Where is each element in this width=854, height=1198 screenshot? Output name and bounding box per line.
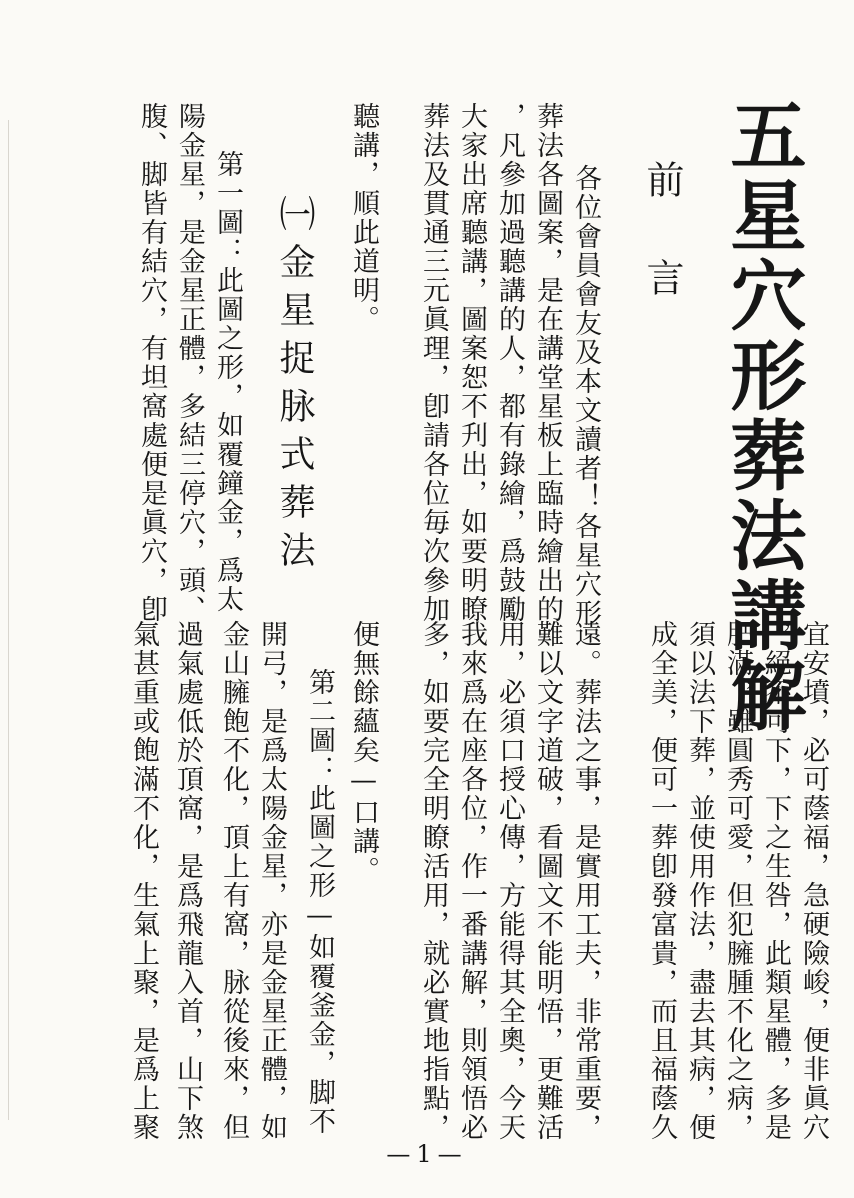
continuation-line: 多，如要完全明瞭活用，就必實地指點， bbox=[418, 620, 449, 1142]
continuation-line: 肥滿，雖圓秀可愛，但犯臃腫不化之病， bbox=[722, 620, 753, 1142]
continuation-line: 用，必須口授心傳，方能得其全奧，今天 bbox=[494, 620, 525, 1142]
figure2-line: 開弓，是爲太陽金星，亦是金星正體，如 bbox=[256, 620, 287, 1142]
section-line: 第一圖：此圖之形，如覆鐘金，爲太 bbox=[212, 150, 243, 614]
figure2-line: 金山臃飽不化，頂上有窩，脉從後來，但 bbox=[218, 620, 249, 1142]
figure2-line: 第二圖：此圖之形—如覆釜金，脚不 bbox=[304, 668, 335, 1136]
preface-line: 各位會員會友及本文讀者！各星穴形 bbox=[570, 164, 601, 628]
continuation-line: 宜安墳，必可蔭福，急硬險峻，便非眞穴 bbox=[798, 620, 829, 1142]
continuation-line: 我來爲在座各位，作一番講解，則領悟必 bbox=[456, 620, 487, 1142]
preface-line: 大家出席聽講，圖案恕不刋出，如要明瞭 bbox=[456, 102, 487, 624]
preface-heading: 前言 bbox=[640, 160, 684, 356]
figure2-line: 氣甚重或飽滿不化，生氣上聚，是爲上聚 bbox=[128, 620, 159, 1142]
continuation-line: 難以文字道破，看圖文不能明悟，更難活 bbox=[532, 620, 563, 1142]
section-heading: ㈠金星捉脉式葬法 bbox=[274, 195, 315, 579]
section-line: 腹、脚皆有結穴，有坦窩處便是眞穴，卽 bbox=[136, 102, 167, 624]
continuation-line: 遠。葬法之事，是實用工夫，非常重要， bbox=[570, 620, 601, 1142]
preface-line: 葬法各圖案，是在講堂星板上臨時繪出的 bbox=[532, 102, 563, 624]
page-number: —1— bbox=[386, 1140, 468, 1168]
main-title: 五星穴形葬法講解 bbox=[718, 96, 807, 736]
scan-edge-line bbox=[8, 120, 9, 1120]
preface-line: ，凡參加過聽講的人，都有錄繪，爲鼓勵 bbox=[494, 102, 525, 624]
figure2-line: 過氣處低於頂窩，是爲飛龍入首，山下煞 bbox=[172, 620, 203, 1142]
preface-line: 葬法及貫通三元眞理，卽請各位毎次參加 bbox=[418, 102, 449, 624]
continuation-line: ，絕不可下，下之生咎，此類星體，多是 bbox=[760, 620, 791, 1142]
preface-line: 聽講，順此道明。 bbox=[348, 102, 379, 334]
continuation-line: 便無餘蘊矣—口講。 bbox=[348, 620, 379, 885]
continuation-line: 成全美，便可一葬卽發富貴，而且福蔭久 bbox=[646, 620, 677, 1142]
section-line: 陽金星，是金星正體，多結三停穴，頭、 bbox=[174, 102, 205, 624]
continuation-line: 須以法下葬，並使用作法，盡去其病，便 bbox=[684, 620, 715, 1142]
